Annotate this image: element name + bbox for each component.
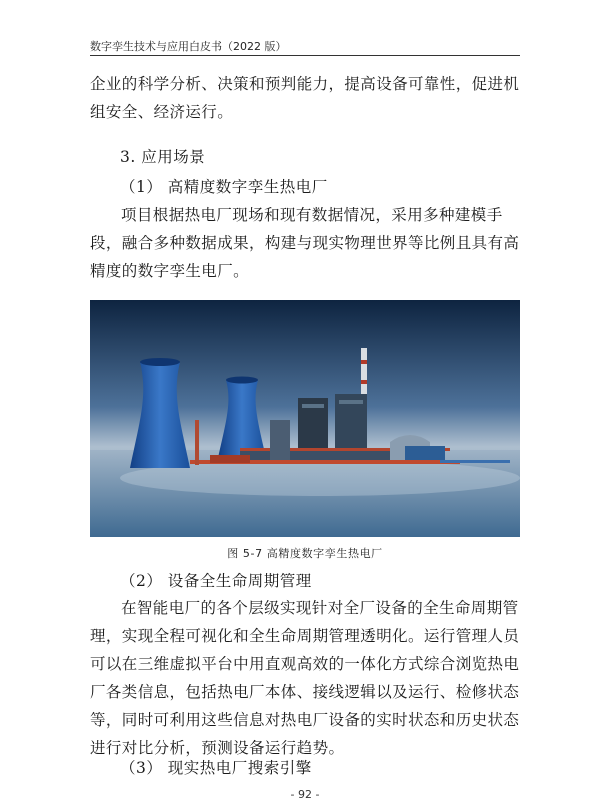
paragraph-intro-continuation: 企业的科学分析、决策和预判能力，提高设备可靠性，促进机组安全、经济运行。 (90, 75, 520, 121)
page-header: 数字孪生技术与应用白皮书（2022 版） (90, 40, 287, 53)
subheading-lifecycle-management: （2） 设备全生命周期管理 (120, 572, 312, 590)
figure-caption: 图 5-7 高精度数字孪生热电厂 (227, 547, 383, 560)
section-heading-application-scenarios: 3. 应用场景 (120, 148, 206, 166)
subheading-high-precision-plant: （1） 高精度数字孪生热电厂 (120, 178, 328, 196)
page-number: - 92 - (290, 788, 320, 801)
paragraph-lifecycle-management: 在智能电厂的各个层级实现针对全厂设备的全生命周期管理，实现全程可视化和全生命周期管理透明化。运行管理人员可以在三维虚拟平台中用直观高效的一体化方式综合浏览热电厂各类信息，包括热电厂本体、接线逻辑以及运行、检修状态等，同时可利用这些信息对热电厂设备的实时状态和历史状态进行对比分析，预测设备运行趋势。 (90, 599, 520, 757)
figure-digital-twin-power-plant (90, 300, 520, 537)
subheading-search-engine: （3） 现实热电厂搜索引擎 (120, 759, 312, 777)
paragraph-high-precision-plant: 项目根据热电厂现场和现有数据情况，采用多种建模手段，融合多种数据成果，构建与现实物理世界等比例且具有高精度的数字孪生电厂。 (90, 206, 520, 280)
header-divider (90, 55, 520, 56)
